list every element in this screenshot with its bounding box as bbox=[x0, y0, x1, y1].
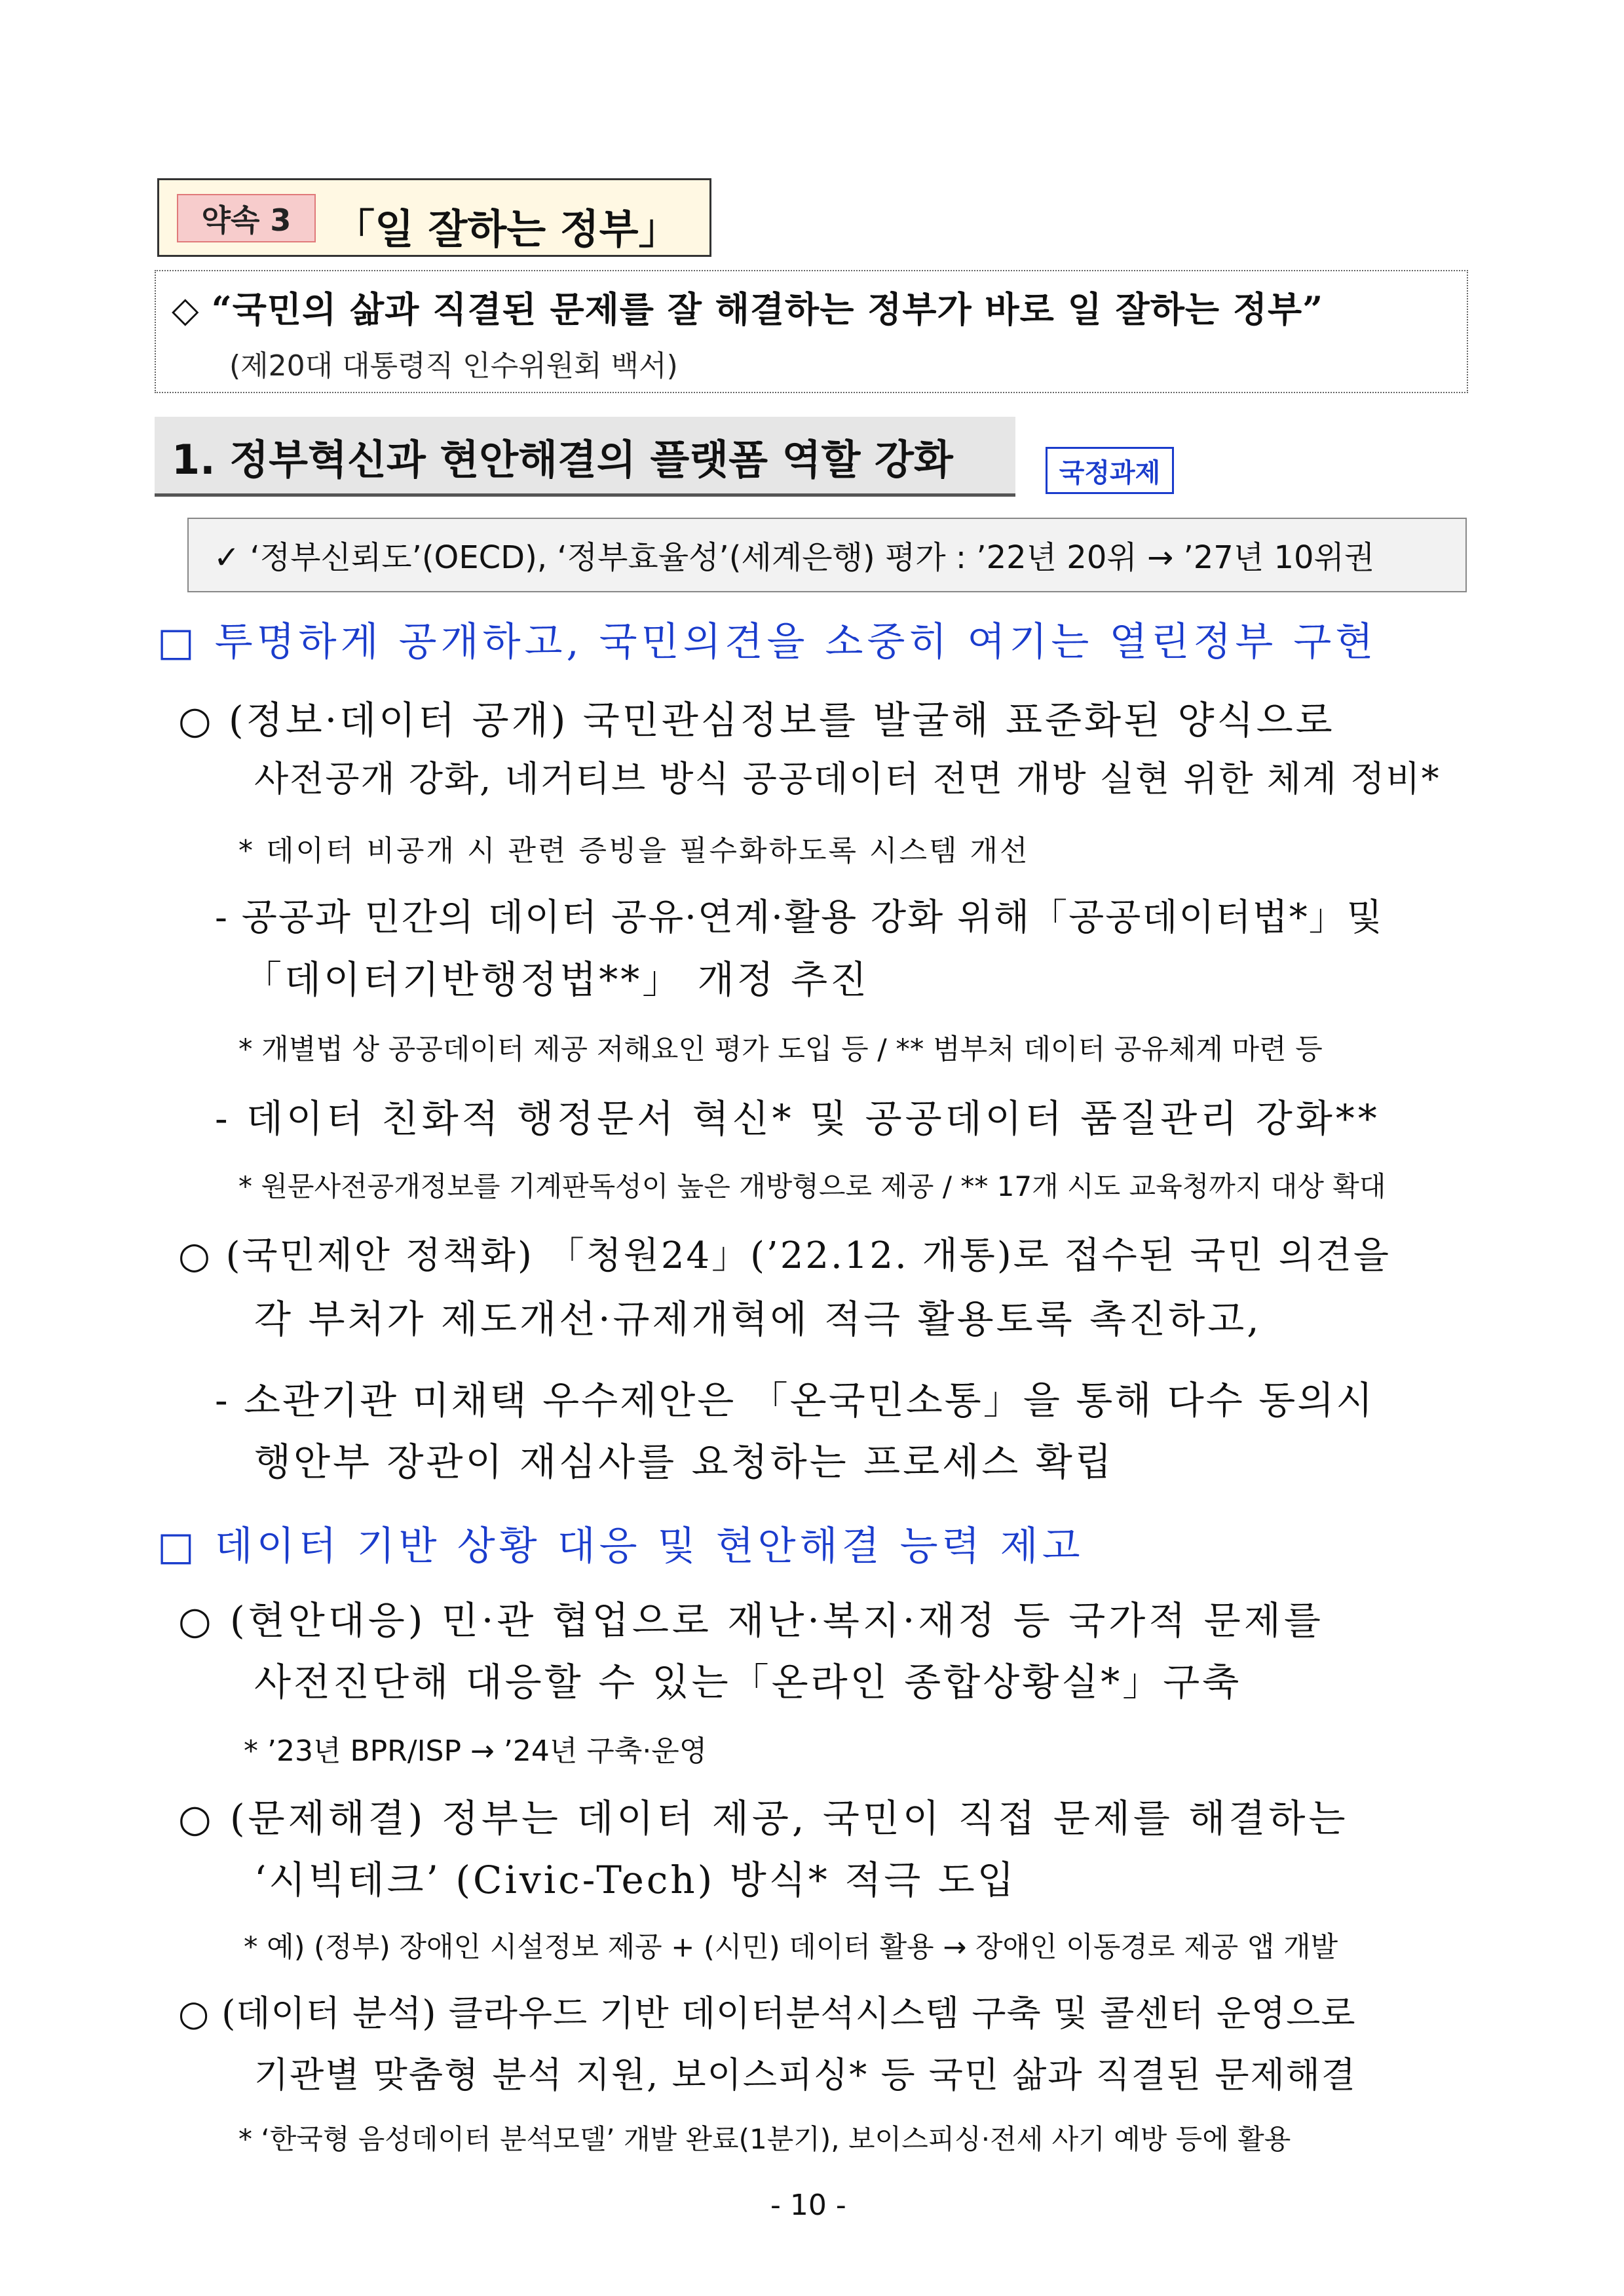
block1-item1-line2: 사전공개 강화, 네거티브 방식 공공데이터 전면 개방 실현 위한 체계 정비* bbox=[254, 758, 1441, 799]
quote-text: “국민의 삶과 직결된 문제를 잘 해결하는 정부가 바로 일 잘하는 정부” bbox=[211, 288, 1324, 330]
block2-item3-line2: 기관별 맞춤형 분석 지원, 보이스피싱* 등 국민 삶과 직결된 문제해결 bbox=[254, 2054, 1357, 2095]
block2-item3-note: * ‘한국형 음성데이터 분석모델’ 개발 완료(1분기), 보이스피싱·전세 사기 예방 등에 활용 bbox=[238, 2123, 1291, 2155]
block2-item1-line1: ○ (현안대응) 민·관 협업으로 재난·복지·재정 등 국가적 문제를 bbox=[178, 1598, 1324, 1643]
quote-source: (제20대 대통령직 인수위원회 백서) bbox=[229, 349, 678, 383]
block1-item1-note: * 데이터 비공개 시 관련 증빙을 필수화하도록 시스템 개선 bbox=[238, 834, 1030, 868]
block1-item2-line1: ○ (국민제안 정책화) 「청원24」(’22.12. 개통)로 접수된 국민 의견을 bbox=[178, 1234, 1391, 1277]
page-number: - 10 - bbox=[770, 2189, 846, 2222]
block2-item2-note: * 예) (정부) 장애인 시설정보 제공 + (시민) 데이터 활용 → 장애인 이동경로 제공 앱 개발 bbox=[244, 1931, 1338, 1964]
block1-dash3-line2: 행안부 장관이 재심사를 요청하는 프로세스 확립 bbox=[254, 1440, 1114, 1484]
block1-dash2-line1: - 데이터 친화적 행정문서 혁신* 및 공공데이터 품질관리 강화** bbox=[215, 1096, 1380, 1141]
block1-dash1-note: * 개별법 상 공공데이터 제공 저해요인 평가 도입 등 / ** 범부처 데이터 공유체계 마련 등 bbox=[238, 1033, 1323, 1066]
block1-dash1-line1: - 공공과 민간의 데이터 공유·연계·활용 강화 위해「공공데이터법*」및 bbox=[215, 896, 1384, 939]
block1-dash2-note: * 원문사전공개정보를 기계판독성이 높은 개방형으로 제공 / ** 17개 시도 교육청까지 대상 확대 bbox=[238, 1170, 1386, 1202]
block1-heading: □ 투명하게 공개하고, 국민의견을 소중히 여기는 열린정부 구현 bbox=[157, 619, 1378, 665]
block1-dash1-line2: 「데이터기반행정법**」 개정 추진 bbox=[244, 957, 870, 1002]
section-title: 1. 정부혁신과 현안해결의 플랫폼 역할 강화 bbox=[172, 436, 953, 484]
block2-item2-line2: ‘시빅테크’ (Civic-Tech) 방식* 적극 도입 bbox=[254, 1858, 1017, 1902]
block1-item1-line1: ○ (정보·데이터 공개) 국민관심정보를 발굴해 표준화된 양식으로 bbox=[178, 698, 1335, 742]
promise-tag: 약속 3 bbox=[177, 194, 316, 242]
block2-item1-line2: 사전진단해 대응할 수 있는「온라인 종합상황실*」구축 bbox=[254, 1660, 1242, 1704]
target-text: ✓ ‘정부신뢰도’(OECD), ‘정부효율성’(세계은행) 평가 : ’22년 20위 → ’27년 10위권 bbox=[214, 539, 1375, 576]
quote-line bbox=[172, 282, 1323, 332]
block1-item2-line2: 각 부처가 제도개선·규제개혁에 적극 활용토록 촉진하고, bbox=[254, 1297, 1262, 1341]
national-task-badge: 국정과제 bbox=[1046, 447, 1174, 494]
promise-title: 「일 잘하는 정부」 bbox=[334, 205, 679, 253]
block2-item1-note: * ’23년 BPR/ISP → ’24년 구축·운영 bbox=[244, 1734, 708, 1768]
block2-item2-line1: ○ (문제해결) 정부는 데이터 제공, 국민이 직접 문제를 해결하는 bbox=[178, 1796, 1349, 1841]
diamond-icon: ◇ bbox=[172, 289, 200, 330]
block1-dash3-line1: - 소관기관 미채택 우수제안은 「온국민소통」을 통해 다수 동의시 bbox=[215, 1378, 1375, 1423]
block2-heading: □ 데이터 기반 상황 대응 및 현안해결 능력 제고 bbox=[157, 1523, 1084, 1569]
block2-item3-line1: ○ (데이터 분석) 클라우드 기반 데이터분석시스템 구축 및 콜센터 운영으로 bbox=[178, 1993, 1356, 2034]
